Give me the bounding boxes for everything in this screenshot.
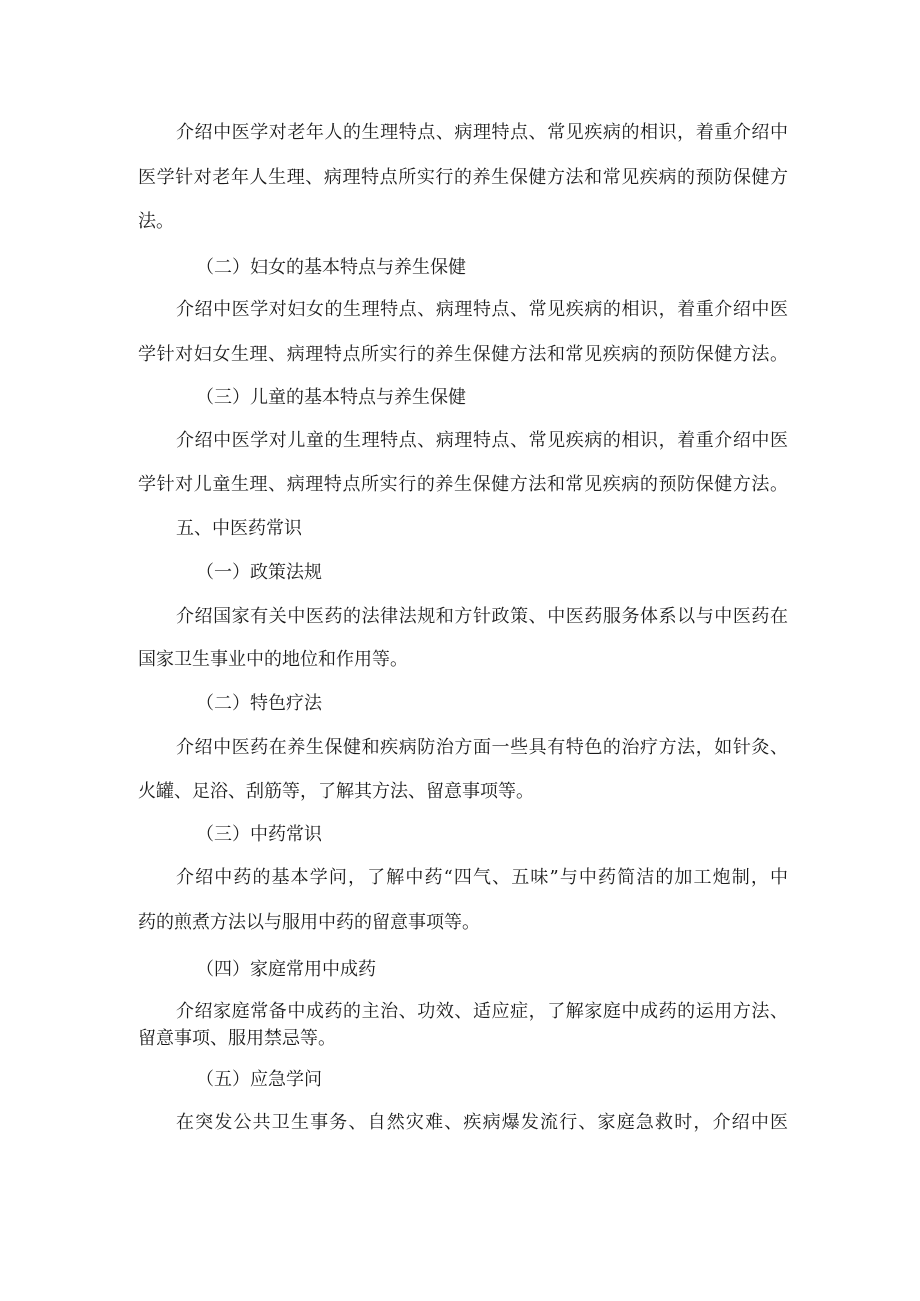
paragraph-women-line-2: 学针对妇女生理、病理特点所实行的养生保健方法和常见疾病的预防保健方法。 [138, 344, 788, 365]
paragraph-family-line-2: 留意事项、服用禁忌等。 [138, 1028, 336, 1049]
paragraph-emergency-line-1: 在突发公共卫生事务、自然灾难、疾病爆发流行、家庭急救时，介绍中医 [176, 1112, 788, 1133]
subheading-herbs: （三）中药常识 [196, 824, 322, 845]
paragraph-policy-line-1: 介绍国家有关中医药的法律法规和方针政策、中医药服务体系以与中医药在 [176, 606, 788, 627]
paragraph-elderly-line-1: 介绍中医学对老年人的生理特点、病理特点、常见疾病的相识，着重介绍中 [176, 122, 788, 143]
subheading-family-medicine: （四）家庭常用中成药 [196, 959, 376, 980]
subheading-children: （三）儿童的基本特点与养生保健 [196, 387, 466, 408]
paragraph-children-line-2: 学针对儿童生理、病理特点所实行的养生保健方法和常见疾病的预防保健方法。 [138, 474, 788, 495]
paragraph-herbs-line-1: 介绍中药的基本学问，了解中药“四气、五味”与中药简洁的加工炮制，中 [176, 867, 788, 888]
section-heading-tcm: 五、中医药常识 [176, 518, 302, 539]
paragraph-elderly-line-3: 法。 [138, 211, 174, 232]
paragraph-therapy-line-1: 介绍中医药在养生保健和疾病防治方面一些具有特色的治疗方法，如针灸、 [176, 737, 788, 758]
paragraph-elderly-line-2: 医学针对老年人生理、病理特点所实行的养生保健方法和常见疾病的预防保健方 [138, 167, 788, 188]
subheading-therapy: （二）特色疗法 [196, 693, 322, 714]
paragraph-family-line-1: 介绍家庭常备中成药的主治、功效、适应症，了解家庭中成药的运用方法、 [176, 1001, 788, 1022]
paragraph-herbs-line-2: 药的煎煮方法以与服用中药的留意事项等。 [138, 912, 480, 933]
subheading-policy: （一）政策法规 [196, 562, 322, 583]
subheading-women: （二）妇女的基本特点与养生保健 [196, 257, 466, 278]
paragraph-therapy-line-2: 火罐、足浴、刮筋等，了解其方法、留意事项等。 [138, 781, 534, 802]
subheading-emergency: （五）应急学问 [196, 1069, 322, 1090]
paragraph-women-line-1: 介绍中医学对妇女的生理特点、病理特点、常见疾病的相识，着重介绍中医 [176, 299, 788, 320]
paragraph-children-line-1: 介绍中医学对儿童的生理特点、病理特点、常见疾病的相识，着重介绍中医 [176, 430, 788, 451]
paragraph-policy-line-2: 国家卫生事业中的地位和作用等。 [138, 649, 408, 670]
